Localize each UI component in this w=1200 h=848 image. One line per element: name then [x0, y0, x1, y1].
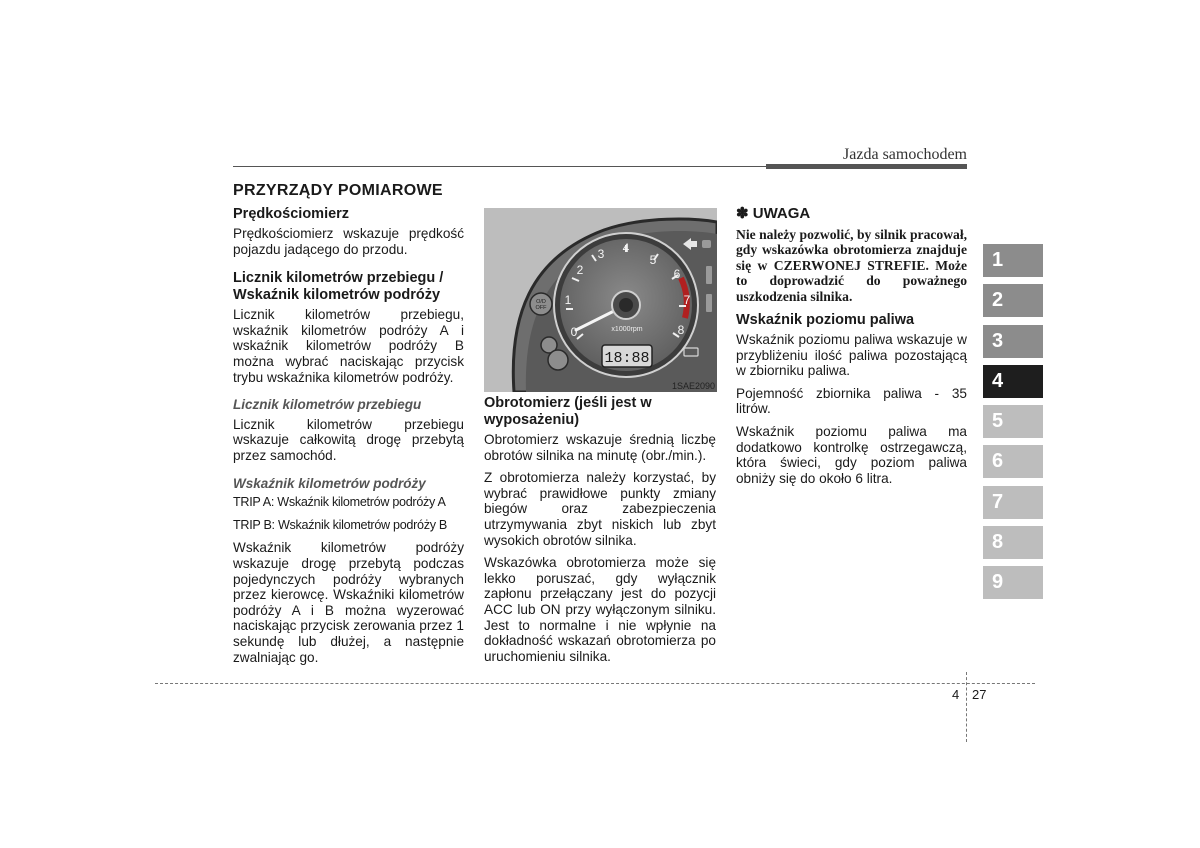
tach-unit-label: x1000rpm — [611, 326, 643, 333]
chapter-tab-8[interactable]: 8 — [983, 526, 1043, 559]
speedometer-heading: Prędkościomierz — [233, 205, 350, 222]
odometer-heading: Licznik kilometrów przebiegu / Wskaźnik kilometrów podróży — [233, 270, 444, 303]
column-right — [736, 206, 967, 493]
header-rule-thick — [766, 164, 967, 169]
column-left — [233, 183, 464, 672]
tach-label-2: 2 — [576, 263, 584, 277]
tachometer-p2: Z obrotomierza należy korzystać, by wybrać prawidłowe punkty zmiany biegów oraz zabezpieczenia utrzymywania zbyt niskich lub zbyt wysokich obrotów silnika. — [484, 470, 716, 548]
odometer-sub-text: Licznik kilometrów przebiegu wskazuje całkowitą drogę przebytą przez samochód. — [233, 416, 464, 464]
tach-label-4: 4 — [622, 241, 630, 255]
instrument-cluster-figure — [484, 208, 717, 392]
chapter-tab-4[interactable]: 4 — [983, 365, 1043, 398]
tach-label-3: 3 — [597, 247, 605, 261]
trip-reset-button[interactable] — [548, 350, 568, 370]
svg-text:OFF: OFF — [535, 305, 547, 311]
fuel-p1: Wskaźnik poziomu paliwa wskazuje w przybliżeniu ilość paliwa pozostającą w zbiorniku paliwa. — [736, 332, 967, 379]
tach-label-8: 8 — [677, 323, 685, 337]
page-chapter-number: 4 — [952, 687, 960, 702]
tachometer-p1: Obrotomierz wskazuje średnią liczbę obrotów silnika na minutę (obr./min.). — [484, 432, 716, 463]
chapter-tab-3[interactable]: 3 — [983, 325, 1043, 358]
section-title: PRZYRZĄDY POMIAROWE — [233, 182, 443, 199]
tach-label-6: 6 — [673, 267, 681, 281]
trip-subheading: Wskaźnik kilometrów podróży — [233, 475, 426, 491]
odometer-subheading: Licznik kilometrów przebiegu — [233, 397, 422, 413]
chapter-tab-5[interactable]: 5 — [983, 405, 1043, 438]
tach-label-0: 0 — [570, 325, 578, 339]
fuel-p2: Pojemność zbiornika paliwa - 35 litrów. — [736, 385, 967, 417]
warning-heading: ✽ UWAGA — [736, 205, 811, 222]
trip-text: Wskaźnik kilometrów podróży wskazuje drogę przebytą podczas pojedynczych podróży wybranych przez kierowcę. Wskaźniki kilometrów podróży A i B można wyzerować naciskając przycisk zerowania przez 1 sekundę lub dłużej, a następnie zwalniając go. — [233, 540, 464, 665]
instrument-cluster-illustration — [484, 208, 717, 392]
trip-a-line: TRIP A: Wskaźnik kilometrów podróży A — [233, 495, 446, 510]
tach-label-7: 7 — [683, 293, 691, 307]
warning-text: Nie należy pozwolić, by silnik pracował, gdy wskazówka obrotomierza znajduje się w CZERWONEJ STREFIE. Może to doprowadzić do poważnego uszkodzenia silnika. — [736, 226, 967, 304]
odometer-display-text: 18:88 — [604, 350, 650, 367]
chapter-tabs — [983, 244, 1043, 607]
chapter-tab-7[interactable]: 7 — [983, 486, 1043, 519]
headlight-icon — [702, 240, 711, 248]
trip-b-line: TRIP B: Wskaźnik kilometrów podróży B — [233, 517, 448, 532]
page-number: 27 — [972, 687, 987, 702]
chapter-tab-2[interactable]: 2 — [983, 284, 1043, 317]
chapter-tab-6[interactable]: 6 — [983, 445, 1043, 478]
fuel-p3: Wskaźnik poziomu paliwa ma dodatkowo kontrolkę ostrzegawczą, która świeci, gdy poziom paliwa obniży się do około 6 litra. — [736, 424, 967, 486]
tach-label-5: 5 — [649, 253, 657, 267]
speedometer-text: Prędkościomierz wskazuje prędkość pojazdu jadącego do przodu. — [233, 226, 464, 257]
footer-rule — [155, 683, 1035, 684]
figure-caption: 1SAE2090 — [672, 381, 716, 391]
fuel-gauge-icon — [706, 266, 712, 284]
chapter-tab-9[interactable]: 9 — [983, 566, 1043, 599]
running-header: Jazda samochodem — [843, 146, 967, 163]
tachometer-p3: Wskazówka obrotomierza może się lekko poruszać, gdy wyłącznik zapłonu przełączany jest do pozycji ACC lub ON przy wyłączonym silniku. Jest to normalne i nie wpłynie na dokładność wskazań obrotomierza po uruchomieniu silnika. — [484, 555, 716, 664]
footer-divider — [966, 672, 967, 742]
tach-label-1: 1 — [564, 293, 572, 307]
svg-text:O/D: O/D — [536, 299, 546, 305]
fuel-gauge-heading: Wskaźnik poziomu paliwa — [736, 311, 915, 328]
chapter-tab-1[interactable]: 1 — [983, 244, 1043, 277]
odometer-text: Licznik kilometrów przebiegu, wskaźnik kilometrów podróży A i wskaźnik kilometrów podróży B można wybrać naciskając przycisk trybu wskaźnika kilometrów podróży. — [233, 307, 464, 385]
column-middle — [484, 395, 716, 671]
tachometer-heading: Obrotomierz (jeśli jest w wyposażeniu) — [484, 395, 652, 428]
